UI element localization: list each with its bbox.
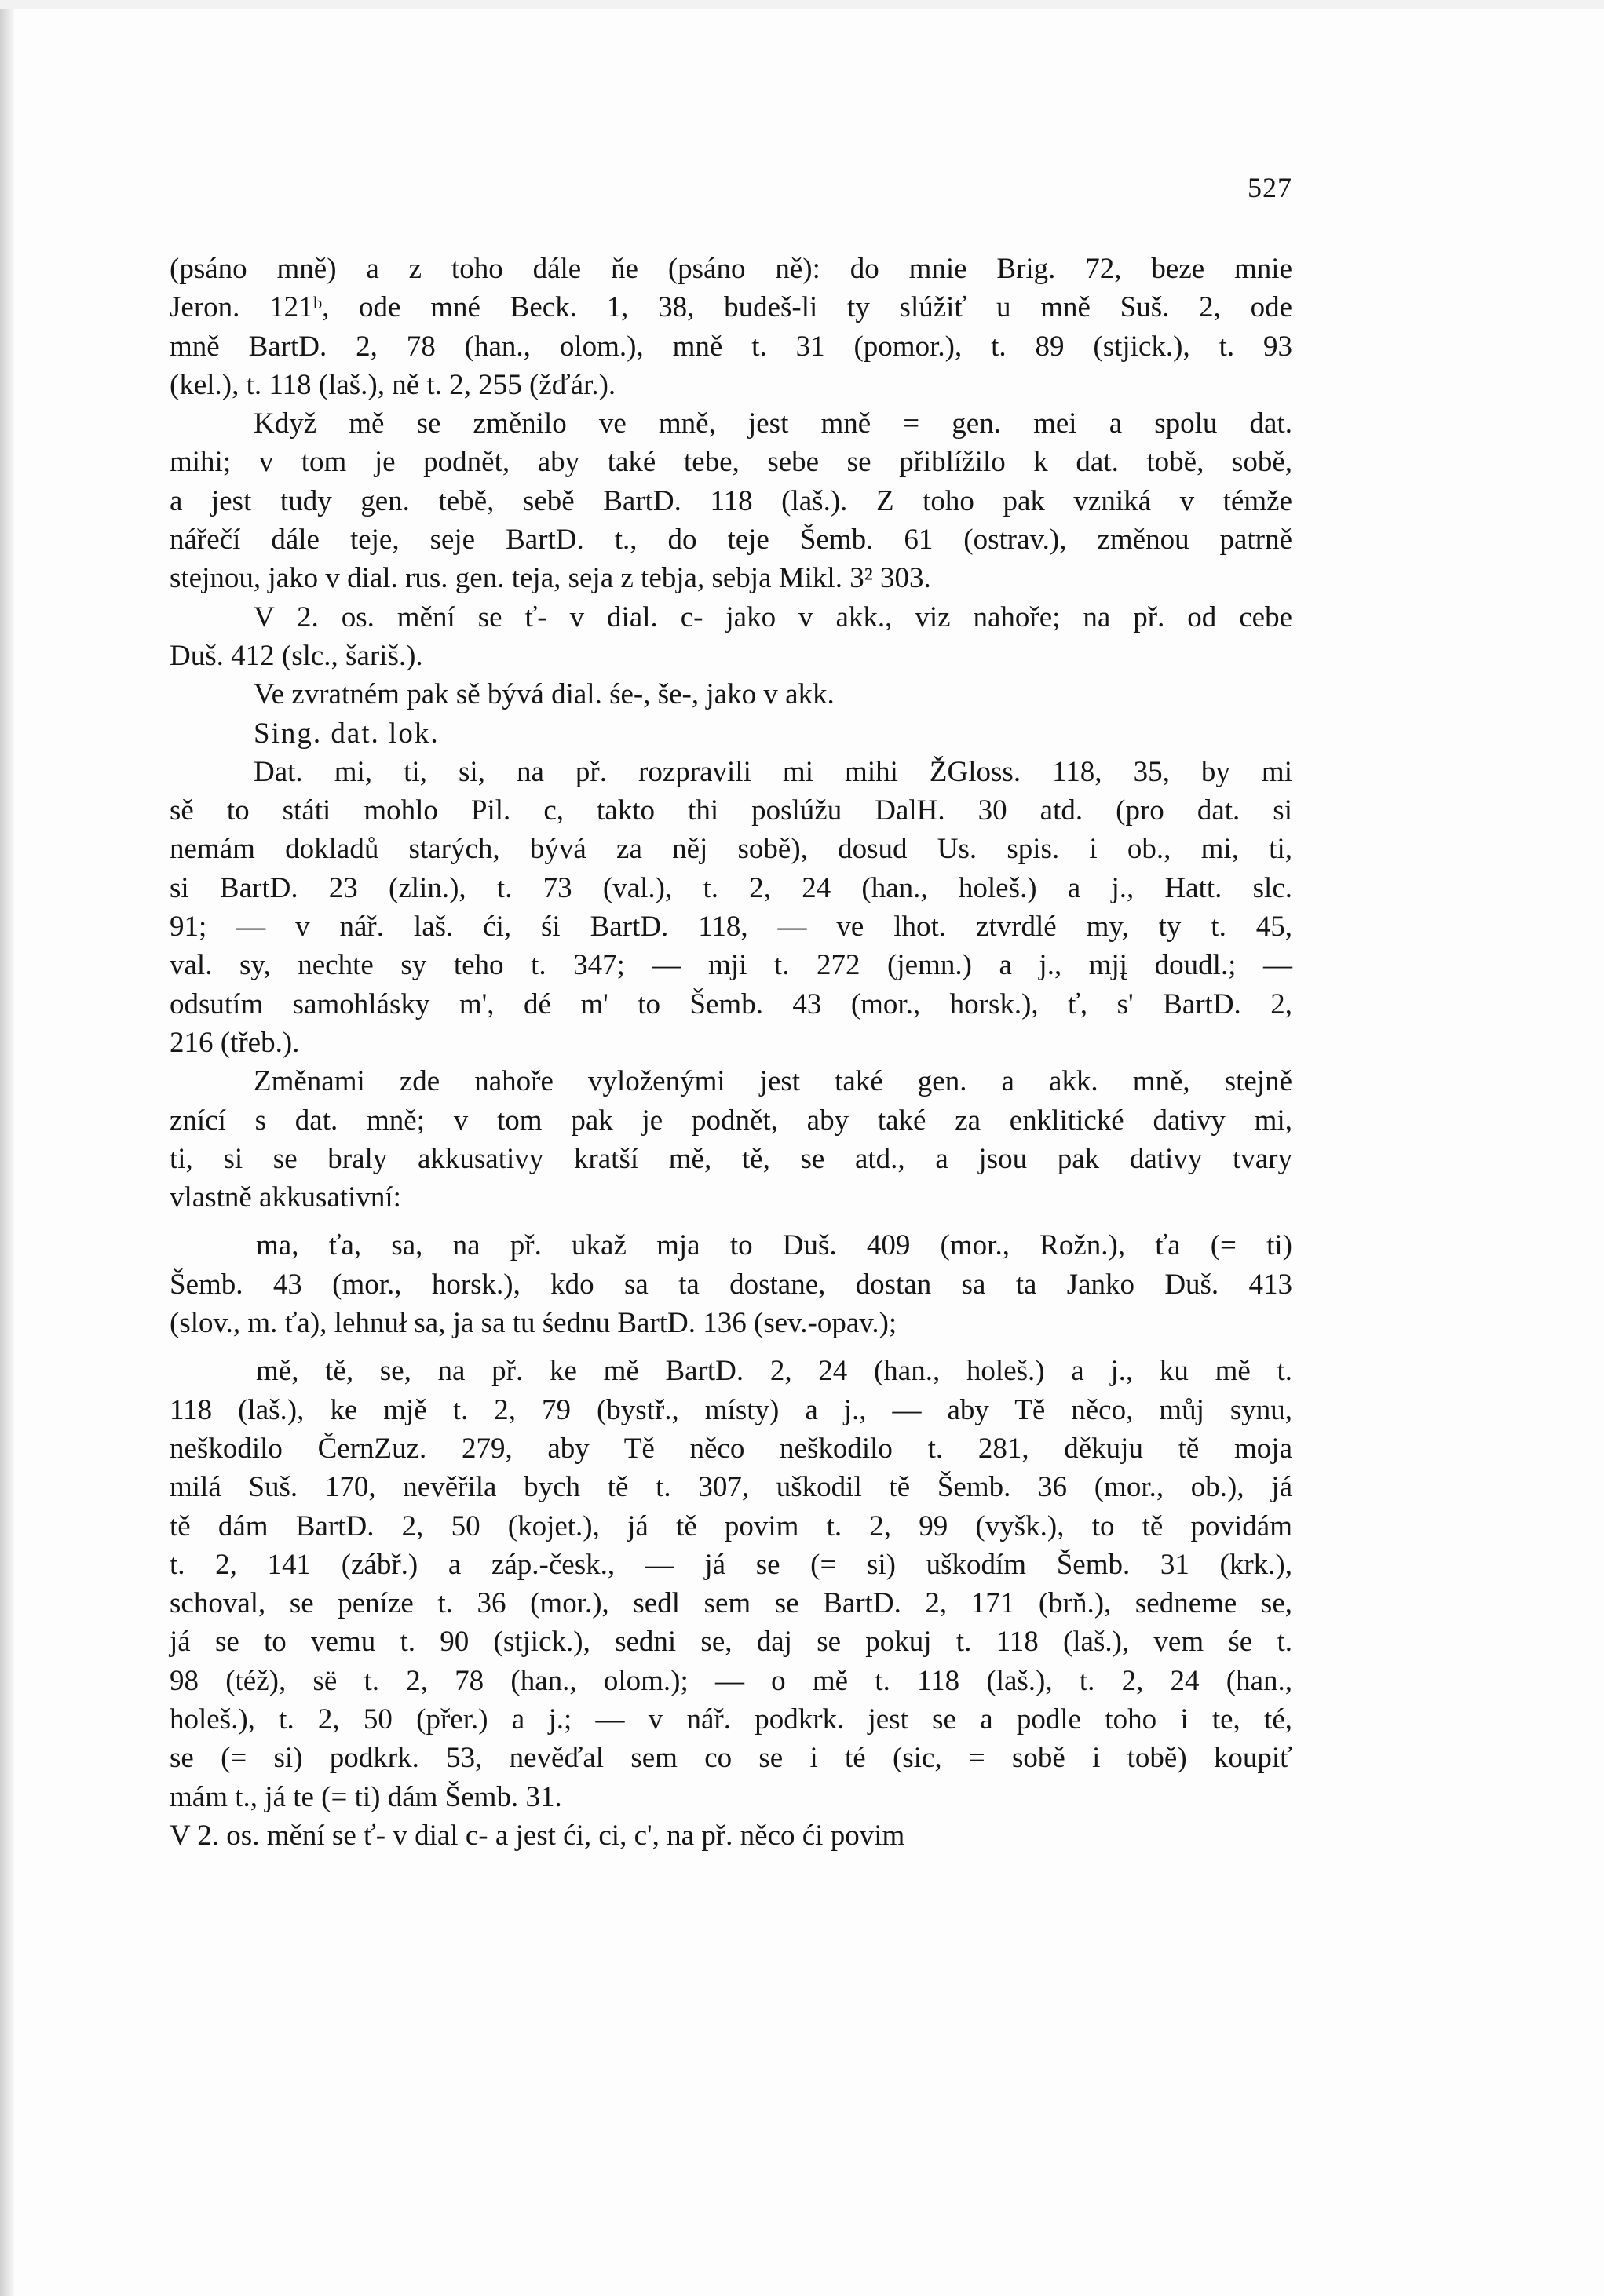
- text-line: ti, si se braly akkusativy kratší mě, tě, se atd., a jsou pak dativy tvary: [170, 1142, 1292, 1175]
- text-line: sě to státi mohlo Pil. c, takto thi poslúžu DalH. 30 atd. (pro dat. si: [170, 794, 1292, 827]
- text-line: nářečí dále teje, seje BartD. t., do teje Šemb. 61 (ostrav.), změnou patrně: [170, 524, 1292, 557]
- text-line: znící s dat. mně; v tom pak je podnět, aby také za enklitické dativy mi,: [170, 1104, 1292, 1137]
- text-line: mihi; v tom je podnět, aby také tebe, sebe se přiblížilo k dat. tobě, sobě,: [170, 446, 1292, 479]
- text-line: mě, tě, se, na př. ke mě BartD. 2, 24 (han., holeš.) a j., ku mě t.: [256, 1355, 1292, 1388]
- text-line: Duš. 412 (slc., šariš.).: [170, 639, 423, 672]
- text-line: já se to vemu t. 90 (stjick.), sedni se, daj se pokuj t. 118 (laš.), vem śe t.: [170, 1626, 1292, 1659]
- text-line: se (= si) podkrk. 53, nevěďal sem co se i té (sic, = sobě i tobě) koupiť: [170, 1742, 1292, 1775]
- text-line: Změnami zde nahoře vyloženými jest také gen. a akk. mně, stejně: [254, 1065, 1292, 1098]
- scan-edge-top: [0, 0, 1604, 9]
- text-line: mně BartD. 2, 78 (han., olom.), mně t. 31 (pomor.), t. 89 (stjick.), t. 93: [170, 330, 1292, 363]
- text-line: (kel.), t. 118 (laš.), ně t. 2, 255 (žďár.).: [170, 368, 616, 401]
- text-line: Dat. mi, ti, si, na př. rozpravili mi mihi ŽGloss. 118, 35, by mi: [254, 755, 1292, 788]
- text-line: si BartD. 23 (zlin.), t. 73 (val.), t. 2, 24 (han., holeš.) a j., Hatt. slc.: [170, 871, 1292, 904]
- text-line: nemám dokladů starých, bývá za něj sobě), dosud Us. spis. i ob., mi, ti,: [170, 833, 1292, 866]
- text-line: 118 (laš.), ke mjě t. 2, 79 (bystř., místy) a j., — aby Tě něco, můj synu,: [170, 1393, 1292, 1426]
- text-line: schoval, se peníze t. 36 (mor.), sedl sem se BartD. 2, 171 (brň.), sedneme se,: [170, 1587, 1292, 1620]
- body-text: [170, 250, 1292, 1855]
- text-line: (slov., m. ťa), lehnuł sa, ja sa tu śednu BartD. 136 (sev.-opav.);: [170, 1307, 897, 1340]
- text-line: 98 (též), së t. 2, 78 (han., olom.); — o mě t. 118 (laš.), t. 2, 24 (han.,: [170, 1664, 1292, 1697]
- text-line: stejnou, jako v dial. rus. gen. teja, seja z tebja, sebja Mikl. 3² 303.: [170, 562, 931, 595]
- text-line: milá Suš. 170, nevěřila bych tě t. 307, uškodil tě Šemb. 36 (mor., ob.), já: [170, 1471, 1292, 1504]
- page-number: 527: [1248, 172, 1292, 203]
- text-line: 216 (třeb.).: [170, 1026, 300, 1059]
- text-line: neškodilo ČernZuz. 279, aby Tě něco neškodilo t. 281, děkuju tě moja: [170, 1432, 1292, 1465]
- text-line: tě dám BartD. 2, 50 (kojet.), já tě povim t. 2, 99 (vyšk.), to tě povidám: [170, 1509, 1292, 1542]
- text-line: odsutím samohlásky m', dé m' to Šemb. 43 (mor., horsk.), ť, s' BartD. 2,: [170, 987, 1292, 1020]
- section-heading: Sing. dat. lok.: [254, 717, 440, 750]
- text-line: Ve zvratném pak sě bývá dial. śe-, še-, jako v akk.: [254, 678, 835, 711]
- text-line: mám t., já te (= ti) dám Šemb. 31.: [170, 1780, 562, 1813]
- text-line: vlastně akkusativní:: [170, 1181, 401, 1214]
- text-line: ma, ťa, sa, na př. ukaž mja to Duš. 409 (mor., Rožn.), ťa (= ti): [256, 1229, 1292, 1262]
- text-line: 91; — v nář. laš. ći, śi BartD. 118, — ve lhot. ztvrdlé my, ty t. 45,: [170, 911, 1292, 944]
- text-line: val. sy, nechte sy teho t. 347; — mji t. 272 (jemn.) a j., mjį doudl.; —: [170, 949, 1292, 982]
- text-line: Když mě se změnilo ve mně, jest mně = gen. mei a spolu dat.: [254, 407, 1292, 440]
- text-line: Šemb. 43 (mor., horsk.), kdo sa ta dostane, dostan sa ta Janko Duš. 413: [170, 1268, 1292, 1301]
- scan-edge: [0, 0, 14, 2296]
- text-line: a jest tudy gen. tebě, sebě BartD. 118 (laš.). Z toho pak vzniká v témže: [170, 484, 1292, 517]
- text-line: Jeron. 121ᵇ, ode mné Beck. 1, 38, budeš-li ty slúžiť u mně Suš. 2, ode: [170, 291, 1292, 324]
- text-line: V 2. os. mění se ť- v dial. c- jako v akk., viz nahoře; na př. od cebe: [254, 600, 1292, 633]
- text-line: t. 2, 141 (zábř.) a záp.-česk., — já se (= si) uškodím Šemb. 31 (krk.),: [170, 1548, 1292, 1581]
- text-line: V 2. os. mění se ť- v dial c- a jest ći, ci, c', na př. něco ći povim: [170, 1819, 905, 1852]
- text-line: (psáno mně) a z toho dále ňe (psáno ně): do mnie Brig. 72, beze mnie: [170, 253, 1292, 285]
- text-line: holeš.), t. 2, 50 (přer.) a j.; — v nář. podkrk. jest se a podle toho i te, té,: [170, 1703, 1292, 1736]
